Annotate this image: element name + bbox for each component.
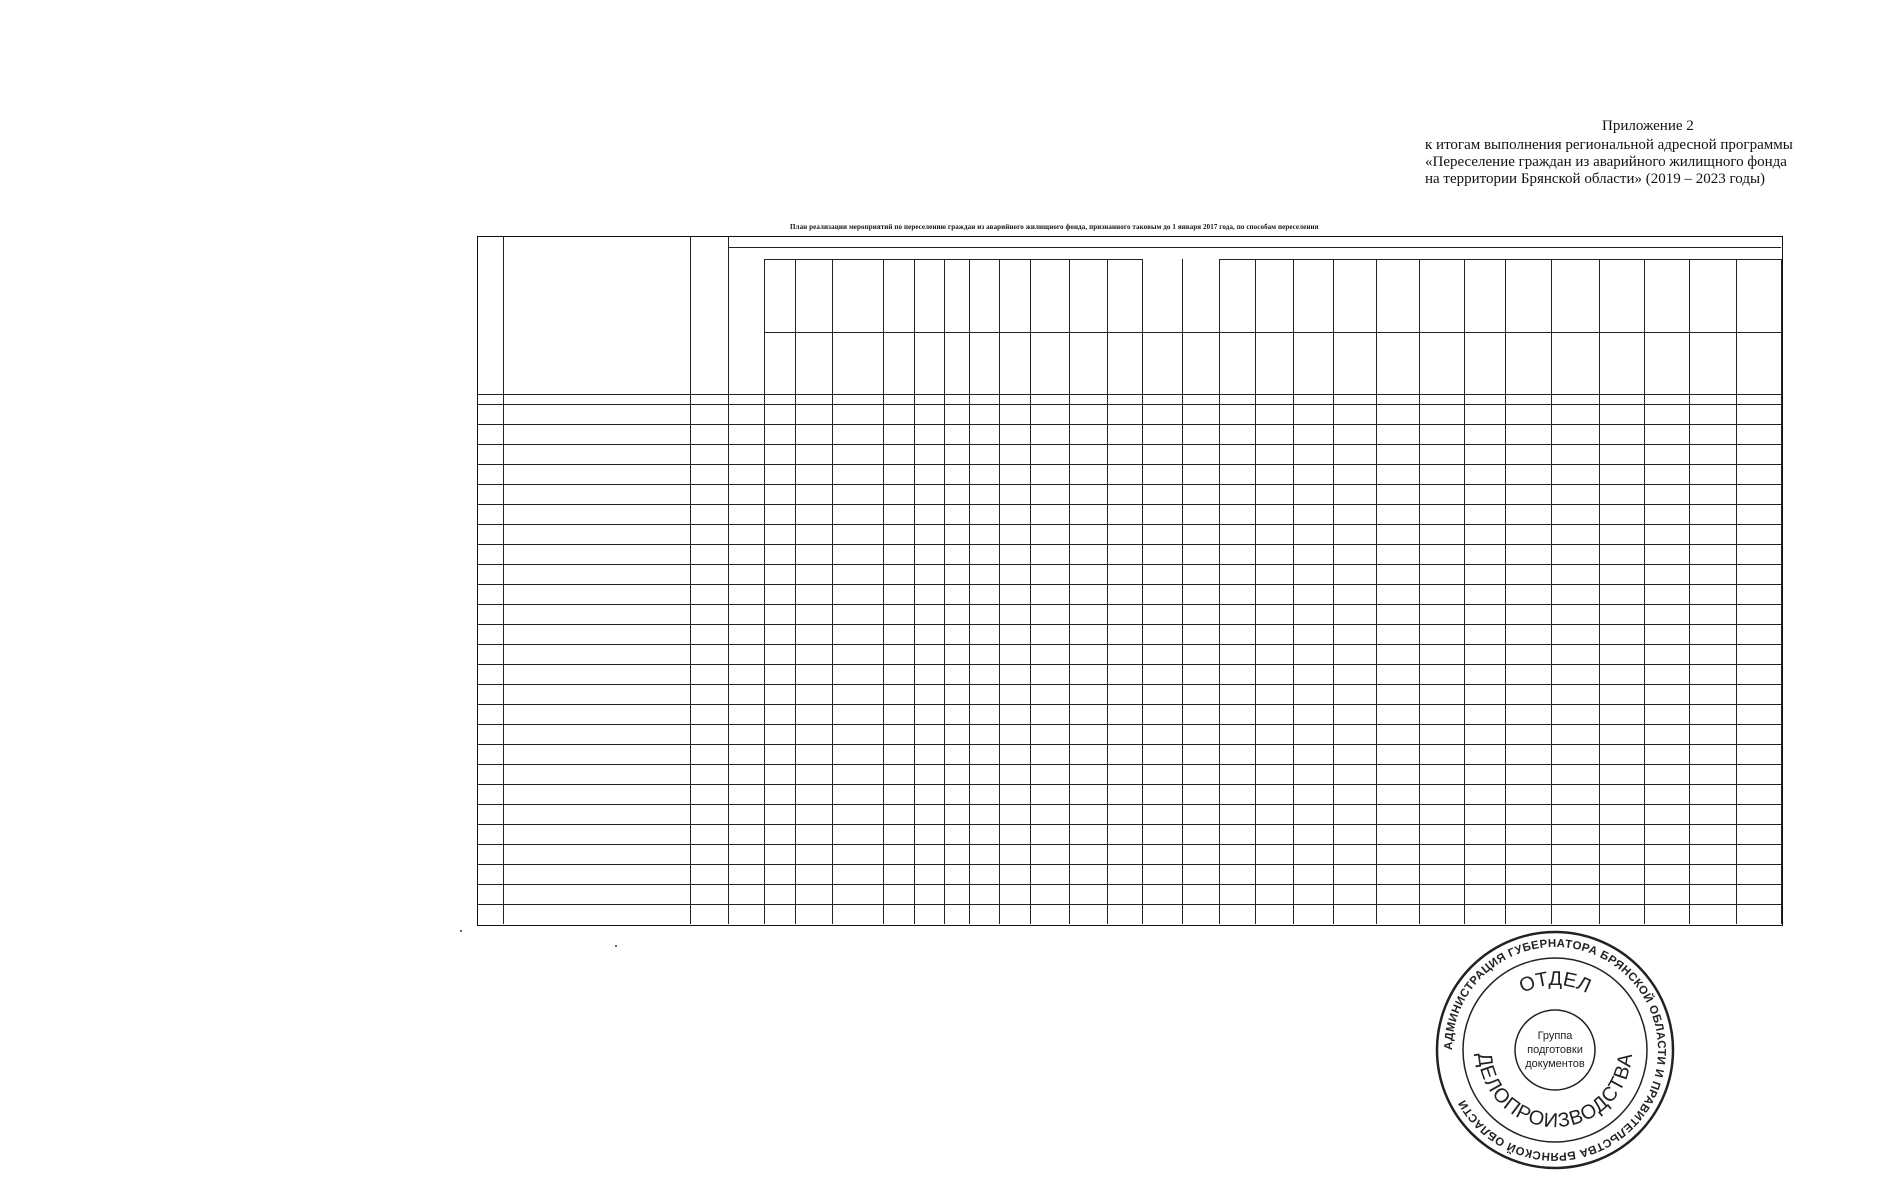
official-stamp	[1430, 925, 1680, 1175]
column-divider	[728, 237, 729, 924]
resettlement-plan-table	[477, 236, 1783, 926]
appendix-line-1: к итогам выполнения региональной адресной программы	[1425, 137, 1793, 153]
column-divider	[503, 237, 504, 924]
row-municipality	[505, 865, 689, 884]
row-municipality	[505, 485, 689, 504]
stamp-line-1: Группа	[1537, 1030, 1573, 1042]
header-divider	[764, 332, 1781, 333]
stamp-top-text: ОТДЕЛ	[1516, 967, 1595, 998]
scan-speck	[460, 930, 462, 932]
row-municipality	[505, 745, 689, 764]
appendix-number: Приложение 2	[1602, 118, 1694, 134]
row-municipality	[505, 765, 689, 784]
row-municipality	[505, 565, 689, 584]
row-municipality	[505, 725, 689, 744]
row-municipality	[505, 405, 689, 424]
row-municipality	[505, 665, 689, 684]
row-municipality	[505, 585, 689, 604]
appendix-line-2: «Переселение граждан из аварийного жилищного фонда	[1425, 154, 1787, 170]
row-municipality	[505, 545, 689, 564]
row-municipality	[505, 465, 689, 484]
header-divider	[764, 259, 1142, 260]
header-divider	[728, 247, 1781, 248]
row-municipality	[505, 625, 689, 644]
row-municipality	[505, 605, 689, 624]
row-municipality	[505, 685, 689, 704]
row-municipality	[505, 885, 689, 904]
row-municipality	[505, 525, 689, 544]
row-municipality	[505, 905, 689, 924]
column-divider	[1781, 259, 1782, 924]
stamp-bottom-text: ДЕЛОПРОИЗВОДСТВА	[1472, 1051, 1638, 1133]
column-divider	[690, 237, 691, 924]
row-municipality	[505, 825, 689, 844]
row-municipality	[505, 645, 689, 664]
svg-text:ОТДЕЛ	[1516, 968, 1594, 998]
row-municipality	[505, 505, 689, 524]
row-municipality	[505, 785, 689, 804]
stamp-line-3: документов	[1525, 1058, 1585, 1070]
header-divider	[1219, 259, 1781, 260]
row-municipality	[505, 845, 689, 864]
scan-speck	[615, 945, 617, 947]
stamp-line-2: подготовки	[1527, 1044, 1583, 1056]
appendix-line-3: на территории Брянской области» (2019 – 2023 годы)	[1425, 171, 1766, 187]
header-divider	[478, 394, 1781, 395]
row-municipality	[505, 425, 689, 444]
row-municipality	[505, 705, 689, 724]
row-municipality	[505, 805, 689, 824]
table-title: План реализации мероприятий по переселению граждан из аварийного жилищного фонда, признанного таковым до 1 января 2017 года, по способам переселения	[790, 223, 1319, 231]
row-municipality	[505, 445, 689, 464]
stamp-outer-text: АДМИНИСТРАЦИЯ ГУБЕРНАТОРА БРЯНСКОЙ ОБЛАСТИ И ПРАВИТЕЛЬСТВА БРЯНСКОЙ ОБЛАСТИ	[1442, 937, 1668, 1163]
